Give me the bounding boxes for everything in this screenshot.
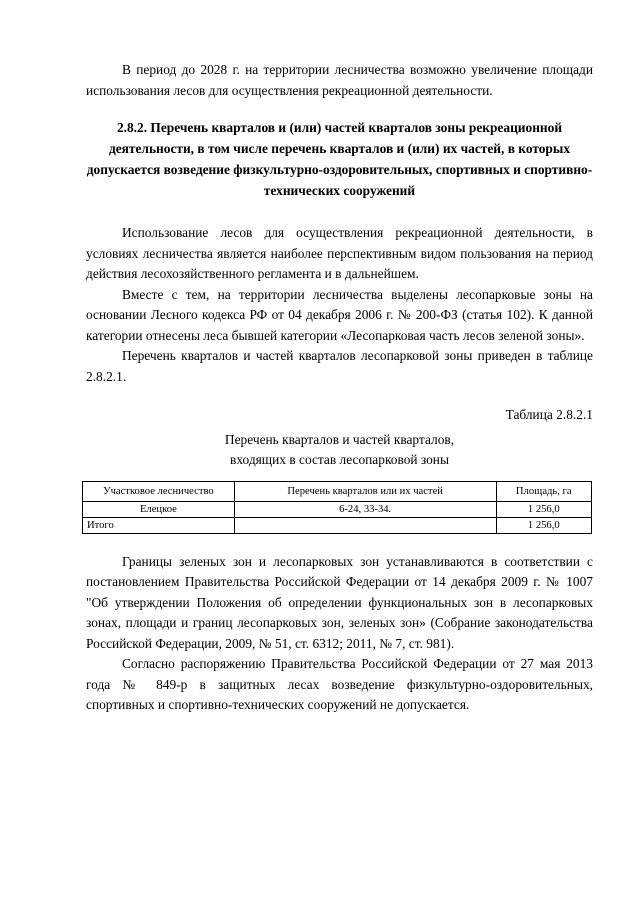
- total-quarters: [234, 517, 496, 533]
- table-title-line-1: Перечень кварталов и частей кварталов,: [224, 431, 455, 447]
- header-quarters: Перечень кварталов или их частей: [234, 481, 496, 501]
- header-forestry: Участковое лесничество: [83, 481, 235, 501]
- body-paragraph-2: Вместе с тем, на территории лесничества выделены лесопарковые зоны на основании Лесного кодекса РФ от 04 декабря 2006 г. № 200-ФЗ (статья 102). К данной категории отнесены леса бывшей категории «Лесопарковая часть лесов зеленой зоны».: [86, 286, 593, 343]
- intro-paragraph: В период до 2028 г. на территории лесничества возможно увеличение площади использования лесов для осуществления рекреационной деятельности.: [86, 62, 593, 98]
- body-paragraph-4: Границы зеленых зон и лесопарковых зон устанавливаются в соответствии с постановлением Правительства Российской Федерации от 14 декабря 2009 г. № 1007 "Об утверждении Положения об определении функциональных зон в лесопарковых зонах, площади и границ лесопарковых зон, зеленых зон» (Собрание законодательства Российской Федерации, 2009, № 51, ст. 6312; 2011, № 7, ст. 981).: [86, 553, 593, 651]
- document-page: [86, 60, 593, 716]
- table-title-line-2: входящих в состав лесопарковой зоны: [230, 452, 449, 467]
- table-header-row: [83, 481, 592, 501]
- cell-forestry: Елецкое: [83, 501, 235, 517]
- section-heading: 2.8.2. Перечень кварталов и (или) частей кварталов зоны рекреационной деятельности, в том числе перечень кварталов и (или) их частей, в которых допускается возведение физкультурно-оздоровительных, спортивных и спортивно-технических сооружений: [86, 120, 593, 198]
- table-total-row: [83, 517, 592, 533]
- total-area: 1 256,0: [496, 517, 591, 533]
- body-paragraph-1: Использование лесов для осуществления рекреационной деятельности, в условиях лесничества является наиболее перспективным видом пользования на период действия лесохозяйственного регламента и в дальнейшем.: [86, 225, 593, 281]
- cell-area: 1 256,0: [496, 501, 591, 517]
- body-paragraph-5: Согласно распоряжению Правительства Российской Федерации от 27 мая 2013 года № 849-р в защитных лесах возведение физкультурно-оздоровительных, спортивных и спортивно-технических сооружений не допускается.: [86, 656, 593, 712]
- header-area: Площадь, га: [496, 481, 591, 501]
- quarters-table: [82, 481, 592, 534]
- total-label: Итого: [83, 517, 235, 533]
- table-row: [83, 501, 592, 517]
- body-paragraph-3: Перечень кварталов и частей кварталов лесопарковой зоны приведен в таблице 2.8.2.1.: [86, 348, 593, 384]
- cell-quarters: 6-24, 33-34.: [234, 501, 496, 517]
- table-label: Таблица 2.8.2.1: [505, 407, 593, 422]
